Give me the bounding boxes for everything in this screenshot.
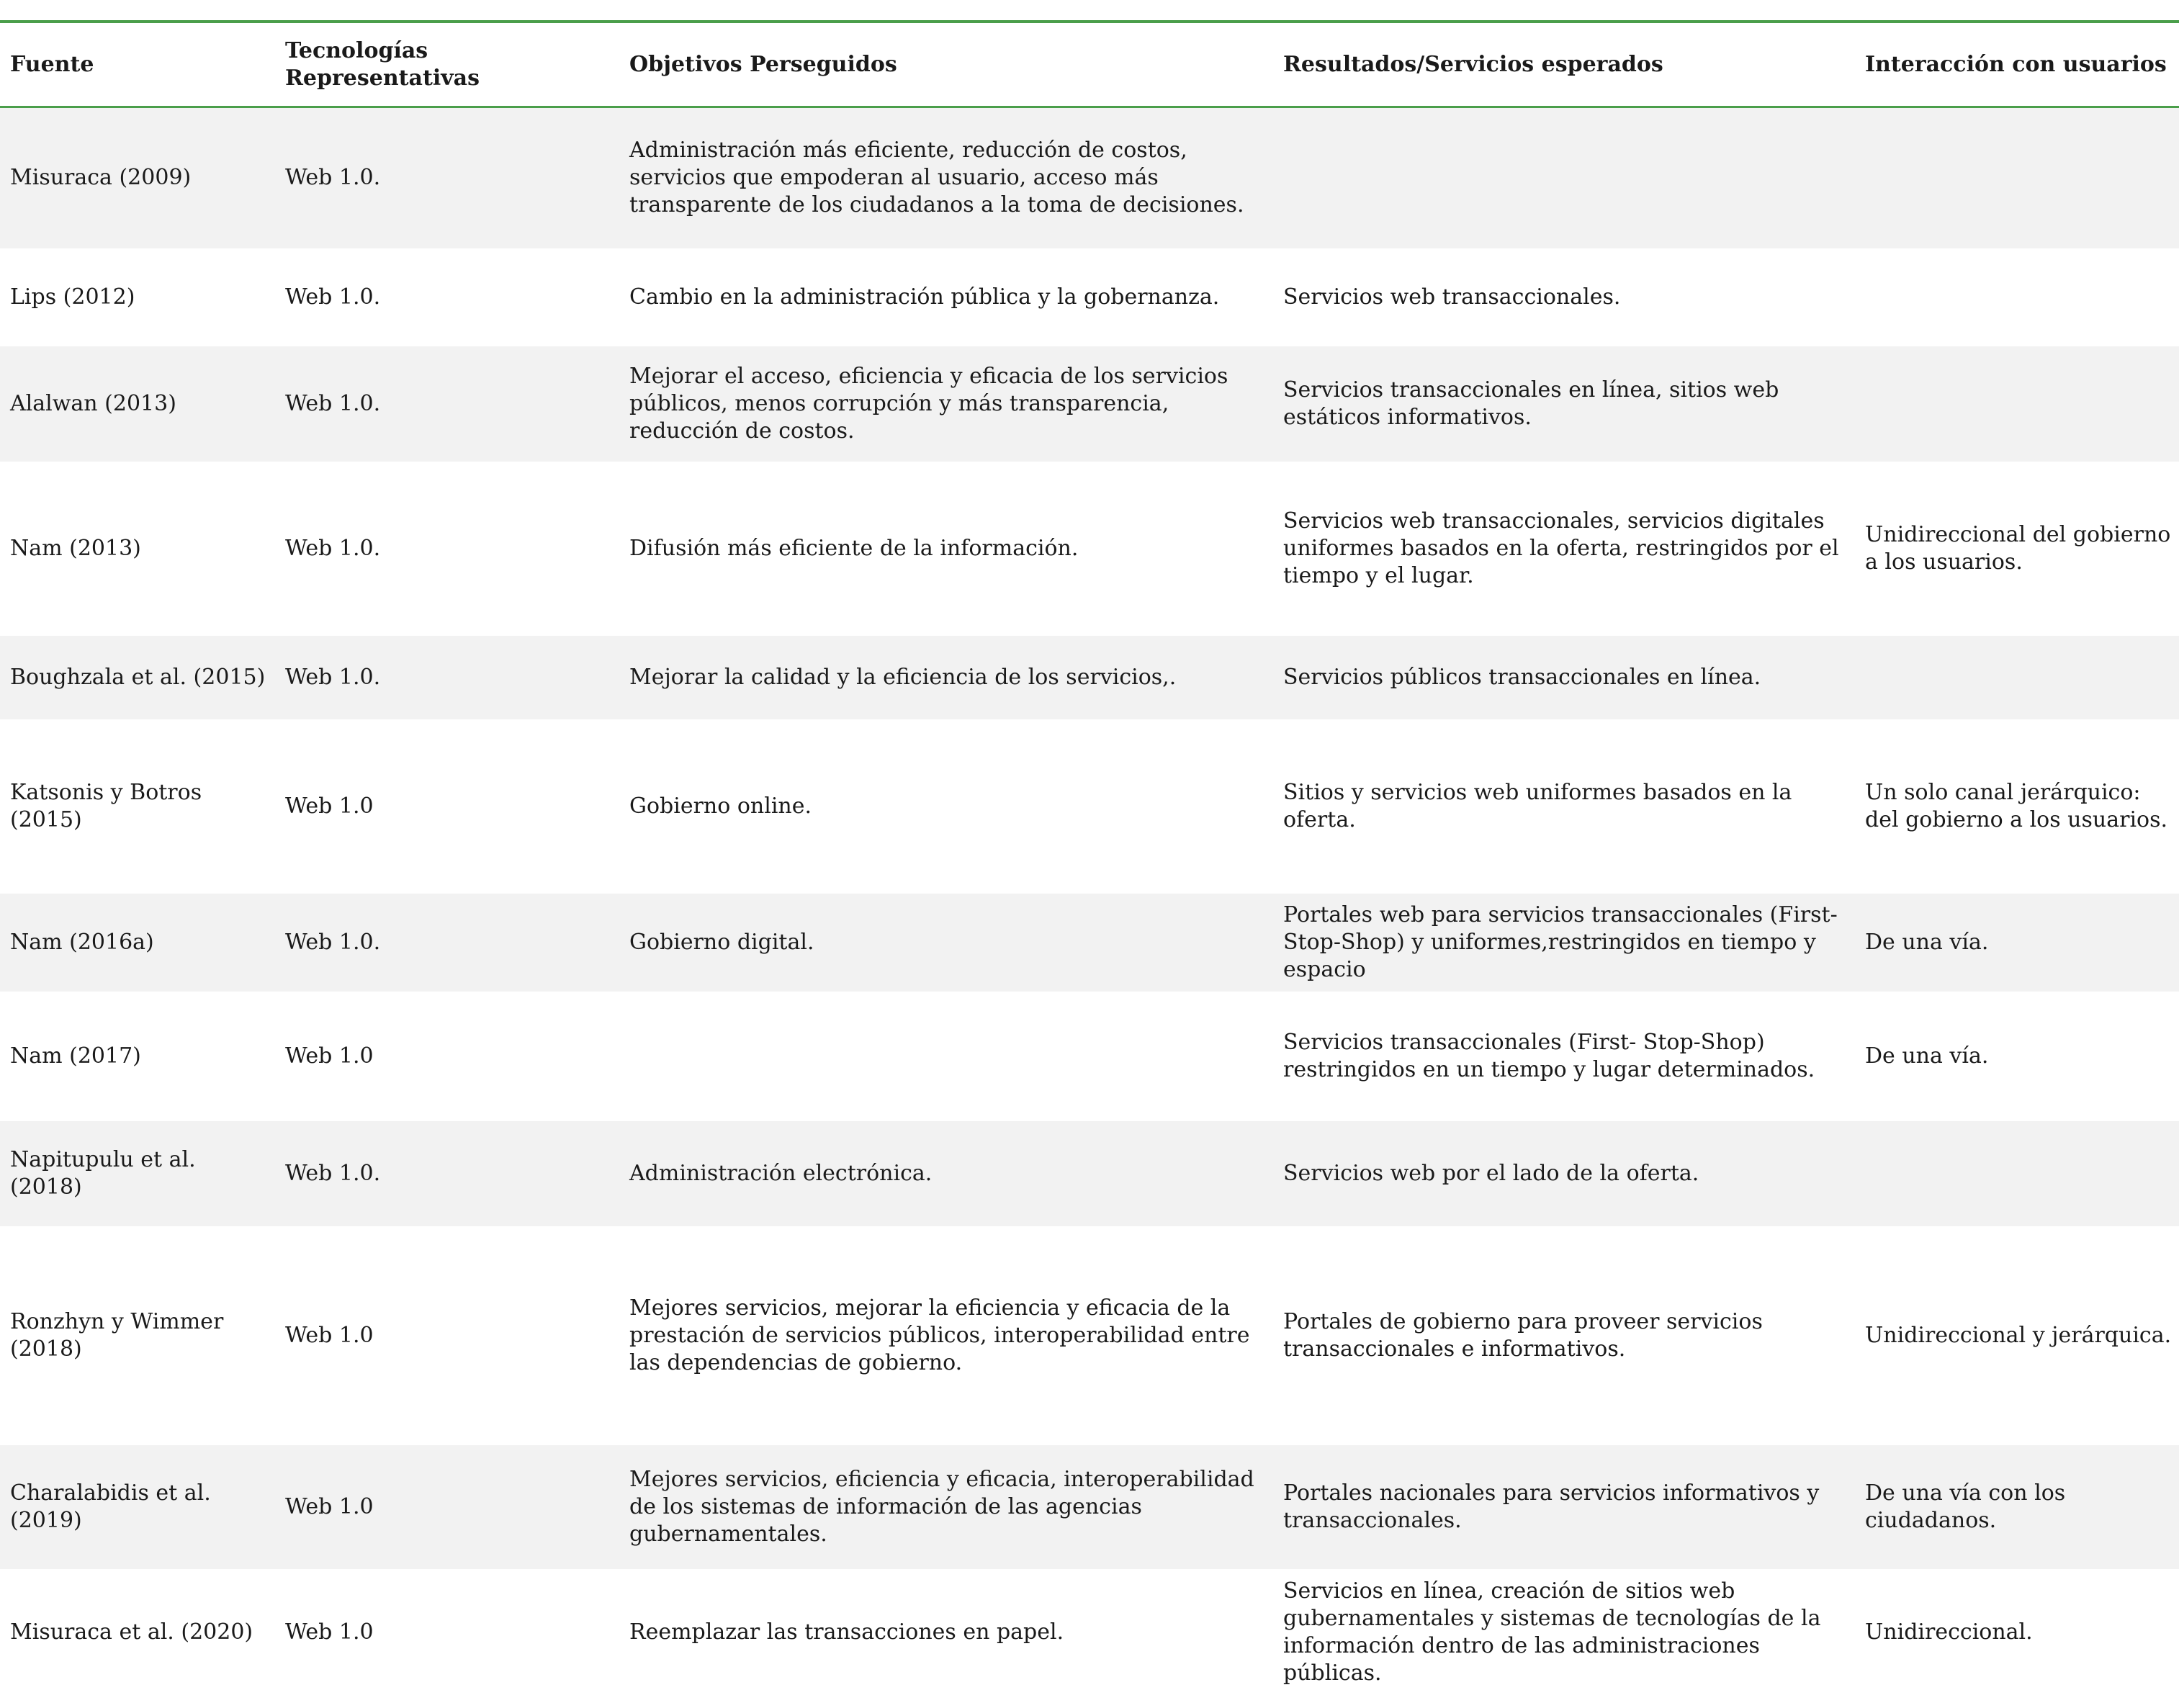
cell-tecnologias: Web 1.0	[275, 1226, 619, 1445]
cell-tecnologias: Web 1.0	[275, 992, 619, 1121]
cell-resultados	[1273, 107, 1855, 248]
comparison-table-wrapper	[0, 20, 2179, 1686]
cell-interaccion	[1855, 107, 2179, 248]
header-tecnologias: Tecnologías Representativas	[275, 23, 619, 107]
cell-tecnologias: Web 1.0.	[275, 107, 619, 248]
cell-fuente: Napitupulu et al. (2018)	[0, 1121, 275, 1226]
header-fuente: Fuente	[0, 23, 275, 107]
cell-objetivos	[619, 992, 1273, 1121]
cell-fuente: Nam (2017)	[0, 992, 275, 1121]
cell-objetivos: Mejores servicios, eficiencia y eficacia, interoperabilidad de los sistemas de información de las agencias gubernamentales.	[619, 1445, 1273, 1569]
cell-tecnologias: Web 1.0	[275, 1569, 619, 1696]
table-row	[0, 107, 2179, 248]
cell-tecnologias: Web 1.0.	[275, 248, 619, 346]
table-row	[0, 992, 2179, 1121]
table-row	[0, 346, 2179, 462]
cell-tecnologias: Web 1.0	[275, 719, 619, 894]
cell-objetivos: Difusión más eficiente de la información.	[619, 462, 1273, 636]
header-row	[0, 23, 2179, 107]
cell-fuente: Misuraca (2009)	[0, 107, 275, 248]
cell-fuente: Alalwan (2013)	[0, 346, 275, 462]
cell-fuente: Ronzhyn y Wimmer (2018)	[0, 1226, 275, 1445]
table-row	[0, 1121, 2179, 1226]
cell-resultados: Portales nacionales para servicios informativos y transaccionales.	[1273, 1445, 1855, 1569]
table-row	[0, 719, 2179, 894]
cell-fuente: Katsonis y Botros (2015)	[0, 719, 275, 894]
cell-fuente: Lips (2012)	[0, 248, 275, 346]
comparison-table	[0, 23, 2179, 1696]
cell-resultados: Servicios públicos transaccionales en línea.	[1273, 636, 1855, 719]
cell-interaccion: Unidireccional y jerárquica.	[1855, 1226, 2179, 1445]
cell-resultados: Servicios web transaccionales, servicios digitales uniformes basados en la oferta, restringidos por el tiempo y el lugar.	[1273, 462, 1855, 636]
cell-resultados: Portales de gobierno para proveer servicios transaccionales e informativos.	[1273, 1226, 1855, 1445]
cell-resultados: Servicios en línea, creación de sitios web gubernamentales y sistemas de tecnologías de la información dentro de las administraciones públicas.	[1273, 1569, 1855, 1696]
cell-fuente: Nam (2013)	[0, 462, 275, 636]
cell-resultados: Servicios web por el lado de la oferta.	[1273, 1121, 1855, 1226]
table-row	[0, 1569, 2179, 1696]
table-row	[0, 636, 2179, 719]
table-row	[0, 248, 2179, 346]
header-interaccion: Interacción con usuarios	[1855, 23, 2179, 107]
cell-tecnologias: Web 1.0.	[275, 462, 619, 636]
cell-interaccion	[1855, 636, 2179, 719]
table-row	[0, 894, 2179, 992]
cell-tecnologias: Web 1.0	[275, 1445, 619, 1569]
cell-resultados: Sitios y servicios web uniformes basados en la oferta.	[1273, 719, 1855, 894]
table-header	[0, 23, 2179, 107]
table-row	[0, 1226, 2179, 1445]
cell-objetivos: Gobierno online.	[619, 719, 1273, 894]
cell-objetivos: Reemplazar las transacciones en papel.	[619, 1569, 1273, 1696]
cell-tecnologias: Web 1.0.	[275, 636, 619, 719]
cell-interaccion	[1855, 1121, 2179, 1226]
cell-objetivos: Administración electrónica.	[619, 1121, 1273, 1226]
cell-resultados: Servicios transaccionales en línea, sitios web estáticos informativos.	[1273, 346, 1855, 462]
cell-objetivos: Mejores servicios, mejorar la eficiencia y eficacia de la prestación de servicios públicos, interoperabilidad entre las dependencias de gobierno.	[619, 1226, 1273, 1445]
cell-fuente: Boughzala et al. (2015)	[0, 636, 275, 719]
cell-interaccion: De una vía.	[1855, 894, 2179, 992]
cell-interaccion: De una vía.	[1855, 992, 2179, 1121]
cell-interaccion: Unidireccional.	[1855, 1569, 2179, 1696]
cell-objetivos: Cambio en la administración pública y la gobernanza.	[619, 248, 1273, 346]
cell-tecnologias: Web 1.0.	[275, 346, 619, 462]
cell-interaccion	[1855, 346, 2179, 462]
cell-interaccion: Unidireccional del gobierno a los usuarios.	[1855, 462, 2179, 636]
header-objetivos: Objetivos Perseguidos	[619, 23, 1273, 107]
table-row	[0, 1445, 2179, 1569]
cell-objetivos: Gobierno digital.	[619, 894, 1273, 992]
table-body	[0, 107, 2179, 1696]
cell-tecnologias: Web 1.0.	[275, 1121, 619, 1226]
cell-tecnologias: Web 1.0.	[275, 894, 619, 992]
cell-interaccion: De una vía con los ciudadanos.	[1855, 1445, 2179, 1569]
cell-resultados: Portales web para servicios transaccionales (First-Stop-Shop) y uniformes,restringidos en tiempo y espacio	[1273, 894, 1855, 992]
cell-objetivos: Administración más eficiente, reducción de costos, servicios que empoderan al usuario, acceso más transparente de los ciudadanos a la toma de decisiones.	[619, 107, 1273, 248]
table-row	[0, 462, 2179, 636]
cell-objetivos: Mejorar el acceso, eficiencia y eficacia de los servicios públicos, menos corrupción y más transparencia, reducción de costos.	[619, 346, 1273, 462]
cell-resultados: Servicios transaccionales (First- Stop-Shop) restringidos en un tiempo y lugar determinados.	[1273, 992, 1855, 1121]
cell-fuente: Misuraca et al. (2020)	[0, 1569, 275, 1696]
header-resultados: Resultados/Servicios esperados	[1273, 23, 1855, 107]
cell-interaccion	[1855, 248, 2179, 346]
cell-resultados: Servicios web transaccionales.	[1273, 248, 1855, 346]
cell-fuente: Charalabidis et al. (2019)	[0, 1445, 275, 1569]
cell-interaccion: Un solo canal jerárquico: del gobierno a los usuarios.	[1855, 719, 2179, 894]
cell-fuente: Nam (2016a)	[0, 894, 275, 992]
cell-objetivos: Mejorar la calidad y la eficiencia de los servicios,.	[619, 636, 1273, 719]
